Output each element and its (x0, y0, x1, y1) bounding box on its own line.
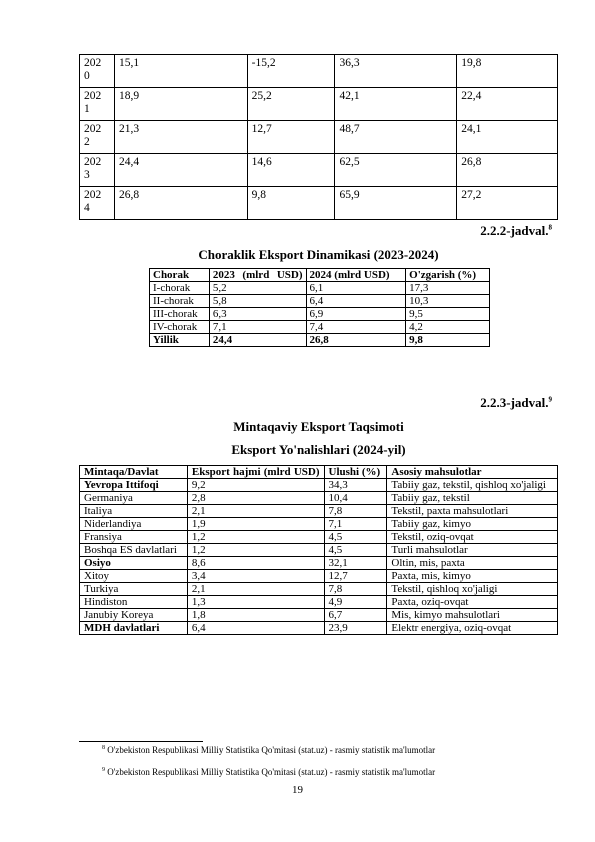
table-cell: 6,3 (209, 308, 306, 321)
table-header-row (80, 466, 558, 479)
page-number: 19 (292, 784, 303, 796)
table-cell: 15,1 (114, 55, 247, 88)
footnote-separator (79, 741, 203, 742)
table-cell: 1,9 (187, 518, 324, 531)
table-cell: 9,8 (247, 187, 335, 220)
table-cell: 25,2 (247, 88, 335, 121)
table-cell: Niderlandiya (80, 518, 188, 531)
table-cell: Osiyo (80, 557, 188, 570)
table-cell: 14,6 (247, 154, 335, 187)
table-subtitle: Eksport Yo'nalishlari (2024-yil) (231, 442, 406, 457)
table-cell: 9,8 (406, 334, 490, 347)
table-label (480, 395, 552, 411)
table-cell: 24,4 (114, 154, 247, 187)
table-cell: 4,2 (406, 321, 490, 334)
table-cell: 7,8 (324, 505, 387, 518)
table-cell: 24,4 (209, 334, 306, 347)
table-cell: 36,3 (335, 55, 457, 88)
table-cell: Turli mahsulotlar (387, 544, 558, 557)
table-header-row (150, 269, 490, 282)
table-cell: -15,2 (247, 55, 335, 88)
table-cell: 32,1 (324, 557, 387, 570)
table-row (80, 55, 558, 88)
table-cell: 1,3 (187, 596, 324, 609)
table-group-row (80, 557, 558, 570)
table-cell: 7,4 (306, 321, 406, 334)
table-cell: Yillik (150, 334, 210, 347)
year-cell: 202 4 (80, 187, 115, 220)
column-header: Chorak (150, 269, 210, 282)
table-cell: Tabiiy gaz, tekstil (387, 492, 558, 505)
table-cell: IV-chorak (150, 321, 210, 334)
table-cell: Tekstil, paxta mahsulotlari (387, 505, 558, 518)
table-cell: 2,8 (187, 492, 324, 505)
table-cell: 18,9 (114, 88, 247, 121)
table-cell: 22,4 (457, 88, 558, 121)
table-row (80, 492, 558, 505)
table-cell: 2,1 (187, 505, 324, 518)
table-cell: 4,5 (324, 544, 387, 557)
table-title: Choraklik Eksport Dinamikasi (2023-2024) (198, 247, 439, 262)
table-cell: Elektr energiya, oziq-ovqat (387, 622, 558, 635)
table-cell: 9,2 (187, 479, 324, 492)
column-header: O'zgarish (%) (406, 269, 490, 282)
table-cell: 6,7 (324, 609, 387, 622)
table-cell: Fransiya (80, 531, 188, 544)
regional-export-table (79, 465, 558, 635)
table-cell: MDH davlatlari (80, 622, 188, 635)
table-row (80, 518, 558, 531)
table-cell: II-chorak (150, 295, 210, 308)
table-cell: 7,1 (209, 321, 306, 334)
table-cell: 4,5 (324, 531, 387, 544)
table-cell: 19,8 (457, 55, 558, 88)
table-cell: 8,6 (187, 557, 324, 570)
table-cell: III-chorak (150, 308, 210, 321)
table-cell: 42,1 (335, 88, 457, 121)
table-cell: Yevropa Ittifoqi (80, 479, 188, 492)
table-cell: Xitoy (80, 570, 188, 583)
table-cell: 27,2 (457, 187, 558, 220)
table-row (80, 583, 558, 596)
table-cell: 6,9 (306, 308, 406, 321)
table-row (80, 596, 558, 609)
footnote-text: O'zbekiston Respublikasi Milliy Statistika Qo'mitasi (stat.uz) - rasmiy statistik ma'lumotlar (107, 745, 436, 755)
table-cell: 5,2 (209, 282, 306, 295)
table-cell: Janubiy Koreya (80, 609, 188, 622)
column-header: Mintaqa/Davlat (80, 466, 188, 479)
table-row (150, 321, 490, 334)
table-row (80, 154, 558, 187)
table-row (150, 282, 490, 295)
footnote-ref: 9 (548, 395, 552, 404)
table-cell: Paxta, mis, kimyo (387, 570, 558, 583)
table-cell: 3,4 (187, 570, 324, 583)
column-header: Ulushi (%) (324, 466, 387, 479)
table-cell: 26,8 (114, 187, 247, 220)
table-cell: 34,3 (324, 479, 387, 492)
table-cell: Tekstil, oziq-ovqat (387, 531, 558, 544)
table-cell: 1,2 (187, 531, 324, 544)
footnote (102, 745, 435, 755)
table-total-row (150, 334, 490, 347)
table-cell: 6,4 (306, 295, 406, 308)
table-cell: Italiya (80, 505, 188, 518)
column-header: Asosiy mahsulotlar (387, 466, 558, 479)
annual-export-table (79, 54, 558, 220)
table-row (80, 609, 558, 622)
footnote (102, 767, 435, 777)
table-cell: Paxta, oziq-ovqat (387, 596, 558, 609)
table-cell: 23,9 (324, 622, 387, 635)
table-cell: 6,1 (306, 282, 406, 295)
column-header: 2023 (mlrd USD) (209, 269, 306, 282)
column-header: Eksport hajmi (mlrd USD) (187, 466, 324, 479)
table-cell: 10,3 (406, 295, 490, 308)
footnote-number: 9 (102, 767, 105, 773)
table-cell: Tabiiy gaz, tekstil, qishloq xo'jaligi (387, 479, 558, 492)
year-cell: 202 0 (80, 55, 115, 88)
year-cell: 202 3 (80, 154, 115, 187)
table-cell: Tabiiy gaz, kimyo (387, 518, 558, 531)
table-label-text: 2.2.2-jadval. (480, 223, 549, 238)
quarterly-export-table (149, 268, 490, 347)
table-cell: 10,4 (324, 492, 387, 505)
table-row (80, 544, 558, 557)
table-cell: 12,7 (247, 121, 335, 154)
table-label-text: 2.2.3-jadval. (480, 395, 549, 410)
table-cell: 7,8 (324, 583, 387, 596)
table-cell: Mis, kimyo mahsulotlari (387, 609, 558, 622)
table-cell: Germaniya (80, 492, 188, 505)
table-row (80, 531, 558, 544)
table-cell: 26,8 (457, 154, 558, 187)
footnote-text: O'zbekiston Respublikasi Milliy Statistika Qo'mitasi (stat.uz) - rasmiy statistik ma'lumotlar (107, 767, 436, 777)
table-cell: Oltin, mis, paxta (387, 557, 558, 570)
table-cell: Tekstil, qishloq xo'jaligi (387, 583, 558, 596)
table-cell: 9,5 (406, 308, 490, 321)
table-row (80, 121, 558, 154)
table-cell: 17,3 (406, 282, 490, 295)
table-group-row (80, 622, 558, 635)
table-cell: 62,5 (335, 154, 457, 187)
table-cell: Boshqa ES davlatlari (80, 544, 188, 557)
table-cell: 2,1 (187, 583, 324, 596)
table-row (80, 88, 558, 121)
table-row (80, 187, 558, 220)
table-cell: 4,9 (324, 596, 387, 609)
table-cell: 26,8 (306, 334, 406, 347)
table-row (80, 505, 558, 518)
table-cell: Turkiya (80, 583, 188, 596)
table-row (80, 570, 558, 583)
table-row (150, 308, 490, 321)
footnote-number: 8 (102, 745, 105, 751)
table-cell: Hindiston (80, 596, 188, 609)
table-cell: 21,3 (114, 121, 247, 154)
table-cell: I-chorak (150, 282, 210, 295)
table-cell: 48,7 (335, 121, 457, 154)
table-cell: 24,1 (457, 121, 558, 154)
table-group-row (80, 479, 558, 492)
table-cell: 65,9 (335, 187, 457, 220)
table-cell: 12,7 (324, 570, 387, 583)
footnote-ref: 8 (548, 223, 552, 232)
table-cell: 1,8 (187, 609, 324, 622)
year-cell: 202 1 (80, 88, 115, 121)
column-header: 2024 (mlrd USD) (306, 269, 406, 282)
table-cell: 7,1 (324, 518, 387, 531)
year-cell: 202 2 (80, 121, 115, 154)
table-label (480, 223, 552, 239)
table-row (150, 295, 490, 308)
table-cell: 1,2 (187, 544, 324, 557)
table-title: Mintaqaviy Eksport Taqsimoti (233, 419, 404, 434)
table-cell: 5,8 (209, 295, 306, 308)
table-cell: 6,4 (187, 622, 324, 635)
